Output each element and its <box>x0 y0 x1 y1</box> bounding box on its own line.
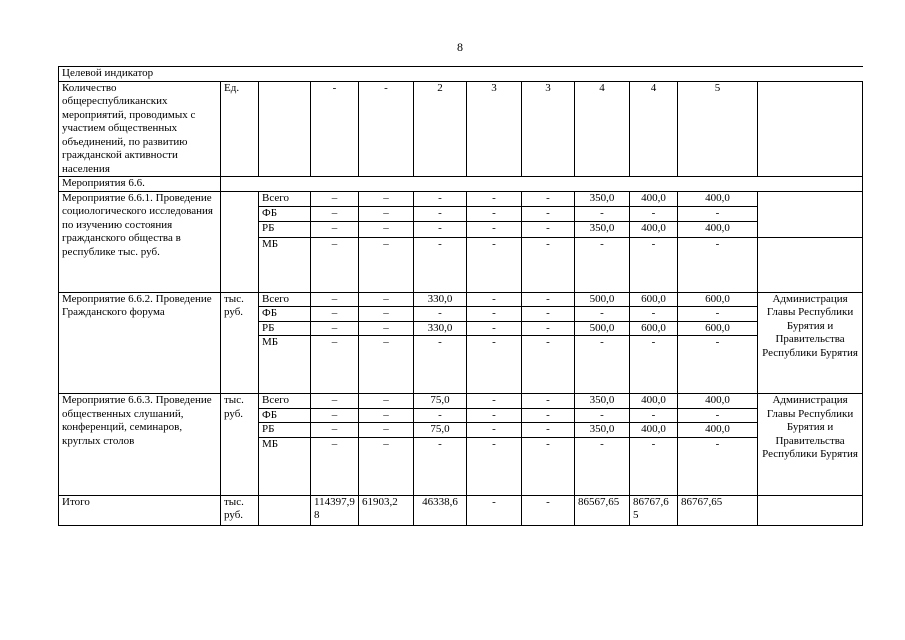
value-cell: - <box>630 437 678 495</box>
section-empty <box>221 177 863 192</box>
value-cell: – <box>311 321 359 336</box>
measure-3-unit: тыс. руб. <box>221 394 259 496</box>
value-cell: 350,0 <box>575 191 630 206</box>
indicator-value: 3 <box>522 81 575 177</box>
total-row <box>59 495 863 525</box>
value-cell: – <box>359 336 414 394</box>
page-number: 8 <box>457 40 463 54</box>
total-value: - <box>522 495 575 525</box>
measure-2-title: Мероприятие 6.6.2. Проведение Гражданского форума <box>59 292 221 394</box>
measure-2-row-total <box>59 292 863 307</box>
value-cell: – <box>359 423 414 438</box>
program-table <box>58 66 863 526</box>
value-cell: - <box>630 336 678 394</box>
measure-1-title: Мероприятие 6.6.1. Проведение социологического исследования по изучению состояния гражданского общества в республике тыс. руб. <box>59 191 221 292</box>
value-cell: - <box>522 222 575 237</box>
value-cell: - <box>414 191 467 206</box>
measure-2-unit: тыс. руб. <box>221 292 259 394</box>
value-cell: – <box>311 206 359 221</box>
total-value: 86567,65 <box>575 495 630 525</box>
value-cell: - <box>414 206 467 221</box>
section-label: Мероприятия 6.6. <box>59 177 221 192</box>
value-cell: - <box>630 237 678 292</box>
value-cell: - <box>467 237 522 292</box>
value-cell: - <box>575 237 630 292</box>
value-cell: 600,0 <box>678 292 758 307</box>
value-cell: – <box>359 321 414 336</box>
value-cell: - <box>678 307 758 322</box>
measure-1-unit <box>221 191 259 292</box>
total-unit: тыс. руб. <box>221 495 259 525</box>
value-cell: - <box>414 437 467 495</box>
value-cell: - <box>678 408 758 423</box>
value-cell: - <box>575 307 630 322</box>
value-cell: 350,0 <box>575 394 630 409</box>
indicator-source <box>259 81 311 177</box>
value-cell: – <box>359 307 414 322</box>
value-cell: 75,0 <box>414 423 467 438</box>
total-responsible <box>758 495 863 525</box>
value-cell: - <box>414 222 467 237</box>
measure-3-title: Мероприятие 6.6.3. Проведение общественных слушаний, конференций, семинаров, круглых столов <box>59 394 221 496</box>
value-cell: 330,0 <box>414 292 467 307</box>
value-cell: – <box>359 437 414 495</box>
value-cell: - <box>630 307 678 322</box>
value-cell: – <box>311 237 359 292</box>
measure-3-responsible: Администрация Главы Республики Бурятия и Правительства Республики Бурятия <box>758 394 863 496</box>
value-cell: - <box>467 423 522 438</box>
value-cell: 400,0 <box>678 222 758 237</box>
value-cell: - <box>575 437 630 495</box>
target-indicator-row <box>59 67 863 82</box>
value-cell: 330,0 <box>414 321 467 336</box>
value-cell: 400,0 <box>630 394 678 409</box>
source-label: ФБ <box>259 206 311 221</box>
value-cell: - <box>522 307 575 322</box>
value-cell: 400,0 <box>630 423 678 438</box>
value-cell: - <box>678 437 758 495</box>
value-cell: – <box>311 423 359 438</box>
value-cell: - <box>467 206 522 221</box>
measure-1-responsible-empty <box>758 237 863 292</box>
value-cell: 350,0 <box>575 222 630 237</box>
value-cell: - <box>414 307 467 322</box>
value-cell: 400,0 <box>678 423 758 438</box>
value-cell: - <box>467 336 522 394</box>
source-label: ФБ <box>259 307 311 322</box>
indicator-unit: Ед. <box>221 81 259 177</box>
value-cell: - <box>467 222 522 237</box>
value-cell: - <box>522 437 575 495</box>
value-cell: 400,0 <box>678 394 758 409</box>
indicator-row <box>59 81 863 177</box>
indicator-value: - <box>311 81 359 177</box>
indicator-name: Количество общереспубликанских мероприятий, проводимых с участием общественных объединений, по развитию гражданской активности населения <box>59 81 221 177</box>
value-cell: - <box>414 408 467 423</box>
value-cell: - <box>678 206 758 221</box>
total-value: 86767,65 <box>630 495 678 525</box>
source-label: РБ <box>259 222 311 237</box>
value-cell: 400,0 <box>630 222 678 237</box>
value-cell: – <box>359 191 414 206</box>
measure-1-row-total <box>59 191 863 206</box>
value-cell: - <box>522 423 575 438</box>
value-cell: 500,0 <box>575 292 630 307</box>
value-cell: – <box>311 336 359 394</box>
indicator-value: 3 <box>467 81 522 177</box>
value-cell: – <box>311 437 359 495</box>
value-cell: – <box>311 408 359 423</box>
value-cell: - <box>678 336 758 394</box>
indicator-value: 4 <box>575 81 630 177</box>
value-cell: - <box>467 292 522 307</box>
value-cell: 600,0 <box>630 292 678 307</box>
value-cell: – <box>311 292 359 307</box>
source-label: МБ <box>259 336 311 394</box>
value-cell: - <box>522 237 575 292</box>
value-cell: - <box>575 408 630 423</box>
value-cell: - <box>467 394 522 409</box>
source-label: РБ <box>259 321 311 336</box>
value-cell: - <box>467 321 522 336</box>
total-value: 46338,6 <box>414 495 467 525</box>
source-label: МБ <box>259 437 311 495</box>
value-cell: – <box>359 206 414 221</box>
section-row <box>59 177 863 192</box>
value-cell: - <box>522 191 575 206</box>
measure-1-responsible <box>758 191 863 237</box>
source-label: РБ <box>259 423 311 438</box>
value-cell: 400,0 <box>678 191 758 206</box>
value-cell: – <box>359 237 414 292</box>
value-cell: – <box>359 222 414 237</box>
indicator-value: 2 <box>414 81 467 177</box>
source-label: Всего <box>259 191 311 206</box>
target-indicator-label: Целевой индикатор <box>59 67 863 82</box>
value-cell: - <box>630 206 678 221</box>
total-value: - <box>467 495 522 525</box>
value-cell: - <box>414 336 467 394</box>
total-value: 114397,98 <box>311 495 359 525</box>
value-cell: - <box>522 408 575 423</box>
value-cell: 350,0 <box>575 423 630 438</box>
source-label: ФБ <box>259 408 311 423</box>
total-value: 61903,2 <box>359 495 414 525</box>
value-cell: – <box>359 408 414 423</box>
indicator-responsible <box>758 81 863 177</box>
value-cell: - <box>522 394 575 409</box>
value-cell: – <box>359 394 414 409</box>
value-cell: - <box>575 336 630 394</box>
value-cell: - <box>678 237 758 292</box>
value-cell: - <box>522 336 575 394</box>
value-cell: - <box>467 437 522 495</box>
value-cell: 500,0 <box>575 321 630 336</box>
value-cell: 400,0 <box>630 191 678 206</box>
source-label: МБ <box>259 237 311 292</box>
measure-3-row-total <box>59 394 863 409</box>
value-cell: 75,0 <box>414 394 467 409</box>
total-value: 86767,65 <box>678 495 758 525</box>
value-cell: - <box>467 307 522 322</box>
value-cell: - <box>467 191 522 206</box>
total-label: Итого <box>59 495 221 525</box>
value-cell: 600,0 <box>678 321 758 336</box>
indicator-value: - <box>359 81 414 177</box>
value-cell: - <box>522 321 575 336</box>
value-cell: 600,0 <box>630 321 678 336</box>
total-source <box>259 495 311 525</box>
value-cell: - <box>414 237 467 292</box>
source-label: Всего <box>259 292 311 307</box>
value-cell: - <box>522 292 575 307</box>
value-cell: - <box>575 206 630 221</box>
value-cell: - <box>522 206 575 221</box>
value-cell: – <box>311 394 359 409</box>
source-label: Всего <box>259 394 311 409</box>
indicator-value: 4 <box>630 81 678 177</box>
measure-2-responsible: Администрация Главы Республики Бурятия и Правительства Республики Бурятия <box>758 292 863 394</box>
value-cell: - <box>467 408 522 423</box>
value-cell: – <box>311 307 359 322</box>
value-cell: - <box>630 408 678 423</box>
value-cell: – <box>359 292 414 307</box>
value-cell: – <box>311 191 359 206</box>
indicator-value: 5 <box>678 81 758 177</box>
value-cell: – <box>311 222 359 237</box>
